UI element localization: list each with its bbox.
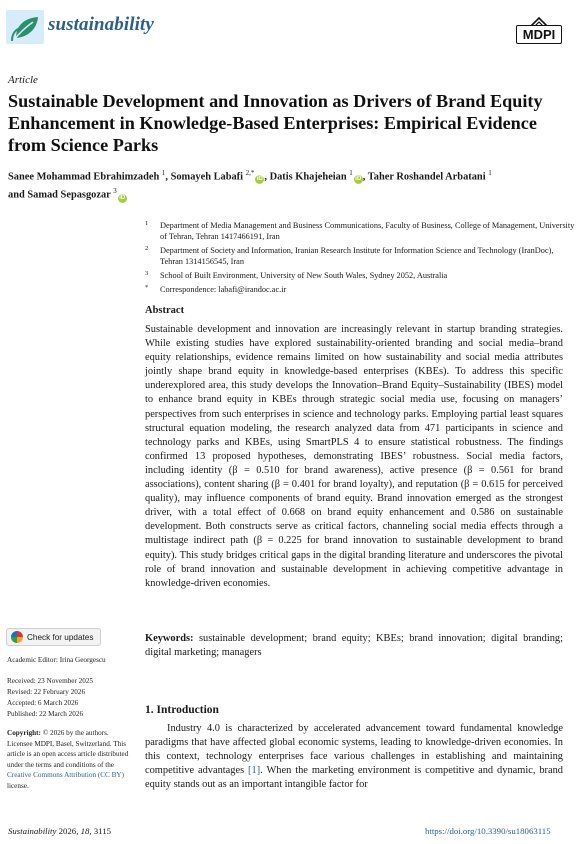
check-updates-icon (11, 631, 23, 643)
author-affil-sup: 1 (488, 169, 492, 177)
abstract-heading: Abstract (145, 305, 185, 316)
orcid-icon[interactable]: iD (119, 194, 126, 201)
footer-year: 2026 (58, 826, 77, 836)
copyright-label: Copyright: (7, 729, 41, 737)
publisher-name: MDPI (516, 25, 562, 44)
publisher-logo[interactable] (516, 16, 562, 44)
published-date: Published: 22 March 2026 (7, 710, 84, 718)
section-heading: 1. Introduction (145, 704, 219, 716)
intro-text: . When the marketing environment is competitive and dynamic, brand equity stands out as an important intangible factor for (145, 765, 564, 791)
keywords-label: Keywords: (145, 633, 194, 644)
affiliation-number: 2 (145, 244, 149, 252)
copyright-notice (7, 728, 132, 792)
affiliation-text: School of Built Environment, University of New South Wales, Sydney 2052, Australia (160, 270, 448, 280)
journal-name[interactable]: sustainability (48, 14, 154, 35)
author-name[interactable]: Samad Sepasgozar (27, 189, 111, 201)
author-name[interactable]: Taher Roshandel Arbatani (367, 171, 486, 183)
footer-journal: Sustainability (8, 826, 57, 836)
academic-editor: Academic Editor: Irina Georgescu (7, 656, 106, 664)
author-name[interactable]: Somayeh Labafi (170, 171, 244, 183)
citation-link[interactable]: [1] (248, 765, 261, 777)
affiliation-item (145, 220, 575, 242)
affiliation-item (145, 284, 575, 295)
keywords-text: sustainable development; brand equity; KBEs; brand innovation; digital branding; digital marketing; managers (145, 633, 563, 659)
doi-link[interactable]: https://doi.org/10.3390/su18063115 (425, 826, 551, 836)
journal-logo (6, 10, 44, 44)
footer-volume: 18 (80, 826, 90, 836)
footer-article-number: 3115 (93, 826, 112, 836)
correspondence-text[interactable]: Correspondence: labafi@irandoc.ac.ir (160, 284, 287, 294)
affiliation-item (145, 245, 575, 267)
affiliation-text: Department of Media Management and Business Communications, Faculty of Business, College of Management, University of Tehran, Tehran 1417466191, Iran (160, 221, 575, 242)
orcid-icon[interactable]: iD (355, 176, 362, 183)
author-list: Sanee Mohammad Ebrahimzadeh $^1$, Somayeh Labafi $^{2,*}$iD , Datis Khajeheian $^1$iD , Taher Roshandel Arbatani $^1$ and Samad Sepasgozar $^3$iD (8, 169, 492, 201)
check-updates-label: Check for updates (27, 632, 94, 642)
author-affil-sup: 3 (113, 187, 117, 196)
affiliation-number: 1 (145, 220, 149, 227)
copyright-text: © 2026 by the authors. Licensee MDPI, Basel, Switzerland. This article is an open access article distributed under the terms and conditions of the (7, 729, 129, 769)
affiliation-text: Department of Society and Information, Iranian Research Institute for Information Science and Technology (IranDoc), Tehran 1314156545, Iran (160, 245, 554, 267)
intro-text: Industry 4.0 is characterized by accelerated advancement toward fundamental knowledge paradigms that have affected global economic systems, leading to knowledge-driven economies. In this context, technology enterprises face various challenges in establishing and maintaining competitive advantages (145, 723, 563, 777)
license-link[interactable]: Creative Commons Attribution (CC BY) (7, 771, 124, 780)
affiliations (145, 220, 575, 297)
abstract-text: Sustainable development and innovation are increasingly relevant in startup branding strategies. While existing studies have explored sustainability-oriented branding and social media–brand equity relationships, evidence remains limited on how sustainability and social media attributes jointly shape brand equity in knowledge-based enterprises (KBEs). To address this specific underexplored area, this study develops the Innovation–Brand Equity–Sustainability (IBES) model to enhance brand equity in KBEs through strategic social media use, focusing on managers’ perspectives from such enterprises in science and technology parks. Employing partial least squares structural equation modeling, the research analyzed data from 471 participants in science and technology parks and KBEs, using SmartPLS 4 to ensure statistical robustness. The findings confirmed 13 proposed hypotheses, demonstrating IBES’ robustness. Social media factors, including identity (β = 0.510 for brand awareness), active presence (β = 0.561 for brand associations), content sharing (β = 0.401 for brand loyalty), and reputation (β = 0.615 for perceived quality), may influence components of brand equity. Brand innovation emerged as the strongest driver, with a total effect of 0.668 on brand equity enhancement and 0.586 on sustainable development. Both constructs serve as critical factors, channeling social media effects through a multistage indirect path (β = 0.225 for brand innovation to sustainable development to brand equity). This study bridges critical gaps in the digital branding literature and underscores the pivotal role of brand innovation and sustainable development in achieving competitive advantage in knowledge-driven economies. (145, 324, 563, 589)
article-type: Article (8, 74, 38, 86)
author-name[interactable]: Sanee Mohammad Ebrahimzadeh (8, 171, 160, 183)
revised-date: Revised: 22 February 2026 (7, 688, 86, 696)
author-affil-sup: 2,* (245, 169, 255, 177)
affiliation-item (145, 270, 575, 281)
affiliation-number: * (145, 283, 149, 291)
check-for-updates-button[interactable] (6, 628, 101, 646)
journal-citation: Sustainability 2026, 18, 3115 (8, 826, 112, 836)
keywords (145, 632, 563, 660)
author-affil-sup: 1 (349, 169, 353, 177)
license-suffix: license. (7, 781, 29, 790)
affiliation-number: 3 (145, 269, 149, 277)
author-affil-sup: 1 (161, 169, 166, 177)
accepted-date: Accepted: 6 March 2026 (7, 699, 79, 707)
intro-paragraph (145, 722, 563, 792)
leaf-icon (6, 10, 44, 44)
article-title: Sustainable Development and Innovation as Drivers of Brand Equity Enhancement in Knowledge-Based Enterprises: Empirical Evidence from Science Parks (8, 91, 543, 155)
orcid-icon[interactable]: iD (256, 176, 263, 183)
received-date: Received: 23 November 2025 (7, 677, 94, 685)
author-name[interactable]: Datis Khajeheian (269, 171, 347, 183)
